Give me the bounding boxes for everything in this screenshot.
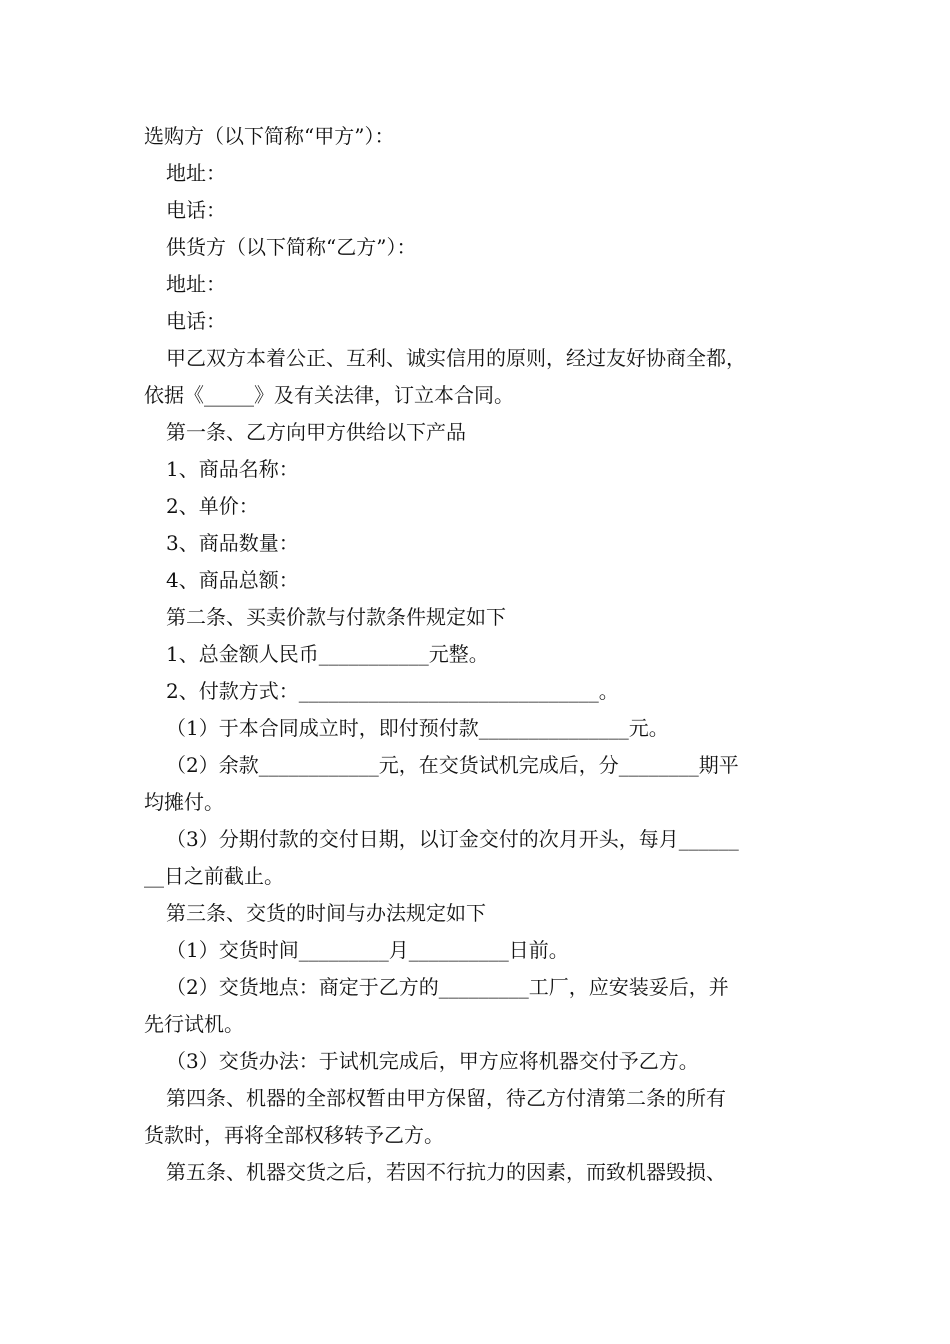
- supplier-address: 地址：: [166, 272, 226, 296]
- article-2-sub-2-line-2: 均摊付。: [144, 790, 224, 814]
- buyer-phone: 电话：: [166, 198, 226, 222]
- article-2-item-1: 1、总金额人民币___________元整。: [166, 642, 489, 666]
- article-1-item-2: 2、单价：: [166, 494, 259, 518]
- buyer-address: 地址：: [166, 161, 226, 185]
- article-1-item-1: 1、商品名称：: [166, 457, 299, 481]
- article-2-title: 第二条、买卖价款与付款条件规定如下: [166, 605, 506, 629]
- article-2-item-2: 2、付款方式：______________________________。: [166, 679, 619, 703]
- article-5-line-1: 第五条、机器交货之后，若因不行抗力的因素，而致机器毁损、: [166, 1160, 726, 1184]
- article-1-item-3: 3、商品数量：: [166, 531, 299, 555]
- article-4-line-1: 第四条、机器的全部权暂由甲方保留，待乙方付清第二条的所有: [166, 1086, 726, 1110]
- preamble-line-1: 甲乙双方本着公正、互利、诚实信用的原则，经过友好协商全都，: [166, 346, 746, 370]
- preamble-line-2: 依据《_____》及有关法律，订立本合同。: [144, 383, 514, 407]
- contract-body: [144, 118, 808, 1191]
- article-2-sub-3-line-1: （3）分期付款的交付日期，以订金交付的次月开头，每月______: [166, 827, 739, 851]
- article-3-sub-2-line-1: （2）交货地点：商定于乙方的_________工厂，应安装妥后，并: [166, 975, 729, 999]
- buyer-heading: 选购方（以下简称“甲方”）：: [144, 124, 395, 148]
- supplier-phone: 电话：: [166, 309, 226, 333]
- article-4-line-2: 货款时，再将全部权移转予乙方。: [144, 1123, 444, 1147]
- article-2-sub-2-line-1: （2）余款____________元，在交货试机完成后，分________期平: [166, 753, 739, 777]
- article-3-title: 第三条、交货的时间与办法规定如下: [166, 901, 486, 925]
- article-1-title: 第一条、乙方向甲方供给以下产品: [166, 420, 466, 444]
- article-3-sub-2-line-2: 先行试机。: [144, 1012, 244, 1036]
- article-1-item-4: 4、商品总额：: [166, 568, 299, 592]
- article-3-sub-1: （1）交货时间_________月__________日前。: [166, 938, 569, 962]
- article-3-sub-3: （3）交货办法：于试机完成后，甲方应将机器交付予乙方。: [166, 1049, 699, 1073]
- article-2-sub-3-line-2: __日之前截止。: [144, 864, 284, 888]
- supplier-heading: 供货方（以下简称“乙方”）：: [166, 235, 417, 259]
- article-2-sub-1: （1）于本合同成立时，即付预付款_______________元。: [166, 716, 669, 740]
